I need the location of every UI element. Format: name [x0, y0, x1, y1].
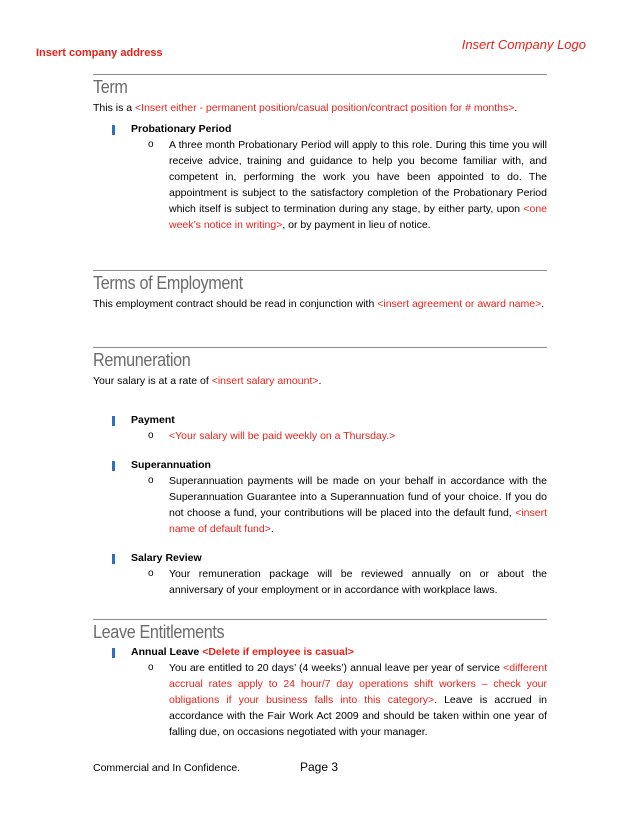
- payment-subsection: [93, 413, 547, 444]
- payment-placeholder: <Your salary will be paid weekly on a Thursday.>: [169, 430, 396, 442]
- agreement-placeholder: <insert agreement or award name>: [377, 298, 542, 310]
- terms-of-employment-text: [93, 296, 547, 312]
- term-text-after: .: [514, 102, 518, 114]
- superannuation-subsection: [93, 458, 547, 537]
- bullet-marker: o: [148, 139, 154, 150]
- remuneration-heading: Remuneration: [93, 350, 191, 370]
- annual-leave-label: Annual Leave: [131, 646, 203, 658]
- annual-leave-title: [131, 645, 547, 660]
- section-divider: [93, 347, 547, 348]
- terms-of-employment-section: [93, 270, 547, 312]
- company-address-placeholder: Insert company address: [36, 47, 163, 59]
- terms-of-employment-heading: Terms of Employment: [93, 273, 243, 293]
- bullet-marker: o: [148, 430, 154, 441]
- annual-leave-text-end: . Leave is accrued in accordance with the Fair Work Act 2009 and should be taken within one year of falling due, on occasions negotiated with your manager.: [169, 694, 547, 738]
- remuneration-text: [93, 373, 547, 389]
- bullet-marker: o: [148, 568, 154, 579]
- probation-text: A three month Probationary Period will apply to this role. During this time you will receive advice, training and guidance to help you become familiar with, and competent in, performing the work you have been appointed to do. The appointment is subject to the satisfactory completion of the Probationary Period which itself is subject to termination during any stage, by either party, upon: [169, 139, 547, 215]
- salary-text-after: .: [318, 375, 322, 387]
- subsection-marker: [112, 554, 115, 564]
- probation-subsection: [93, 122, 547, 233]
- notice-placeholder: <one week’s notice in writing>: [169, 203, 547, 231]
- page-number: Page 3: [300, 760, 339, 774]
- probation-text-end: , or by payment in lieu of notice.: [282, 219, 431, 231]
- term-text-before: This is a: [93, 102, 136, 114]
- annual-leave-bullet: [131, 660, 547, 740]
- subsection-marker: [112, 125, 115, 135]
- superannuation-text-end: .: [270, 523, 274, 535]
- bullet-marker: o: [148, 662, 154, 673]
- salary-review-subsection: [93, 551, 547, 598]
- leave-entitlements-section: [93, 619, 547, 740]
- accrual-placeholder: <different accrual rates apply to 24 hour/7 day operations shift workers – check your obligations if your business falls into this category>: [169, 662, 547, 706]
- subsection-marker: [112, 648, 115, 658]
- probation-bullet: [131, 137, 547, 233]
- payment-title: Payment: [131, 414, 175, 426]
- salary-review-title: Salary Review: [131, 552, 202, 564]
- section-divider: [93, 270, 547, 271]
- probation-title: Probationary Period: [131, 123, 232, 135]
- section-divider: [93, 619, 547, 620]
- default-fund-placeholder: <insert name of default fund>: [169, 507, 547, 535]
- superannuation-title: Superannuation: [131, 459, 211, 471]
- salary-review-text: Your remuneration package will be reviewed annually on or about the anniversary of your employment or in accordance with workplace laws.: [169, 568, 547, 596]
- section-divider: [93, 74, 547, 75]
- leave-entitlements-heading: Leave Entitlements: [93, 622, 225, 642]
- annual-leave-text: You are entitled to 20 days’ (4 weeks’) annual leave per year of service: [169, 662, 504, 674]
- bullet-marker: o: [148, 475, 154, 486]
- superannuation-text: Superannuation payments will be made on your behalf in accordance with the Superannuation Guarantee into a Superannuation fund of your choice. If you do not choose a fund, your contributions will be placed into the default fund,: [169, 475, 547, 519]
- term-text: [93, 100, 547, 116]
- subsection-marker: [112, 416, 115, 426]
- subsection-marker: [112, 461, 115, 471]
- superannuation-bullet: [131, 473, 547, 537]
- payment-bullet: [131, 428, 547, 444]
- terms-text-before: This employment contract should be read in conjunction with: [93, 298, 378, 310]
- salary-review-bullet: [131, 566, 547, 598]
- terms-text-after: .: [541, 298, 545, 310]
- casual-note-placeholder: <Delete if employee is casual>: [202, 646, 354, 658]
- salary-text-before: Your salary is at a rate of: [93, 375, 212, 387]
- company-logo-placeholder: Insert Company Logo: [461, 37, 586, 52]
- term-section: [93, 74, 547, 233]
- term-placeholder: <Insert either - permanent position/casual position/contract position for # months>: [135, 102, 515, 114]
- confidentiality-footer: Commercial and In Confidence.: [93, 762, 241, 774]
- salary-placeholder: <insert salary amount>: [211, 375, 319, 387]
- annual-leave-subsection: [93, 645, 547, 740]
- remuneration-section: [93, 347, 547, 598]
- term-heading: Term: [93, 77, 128, 97]
